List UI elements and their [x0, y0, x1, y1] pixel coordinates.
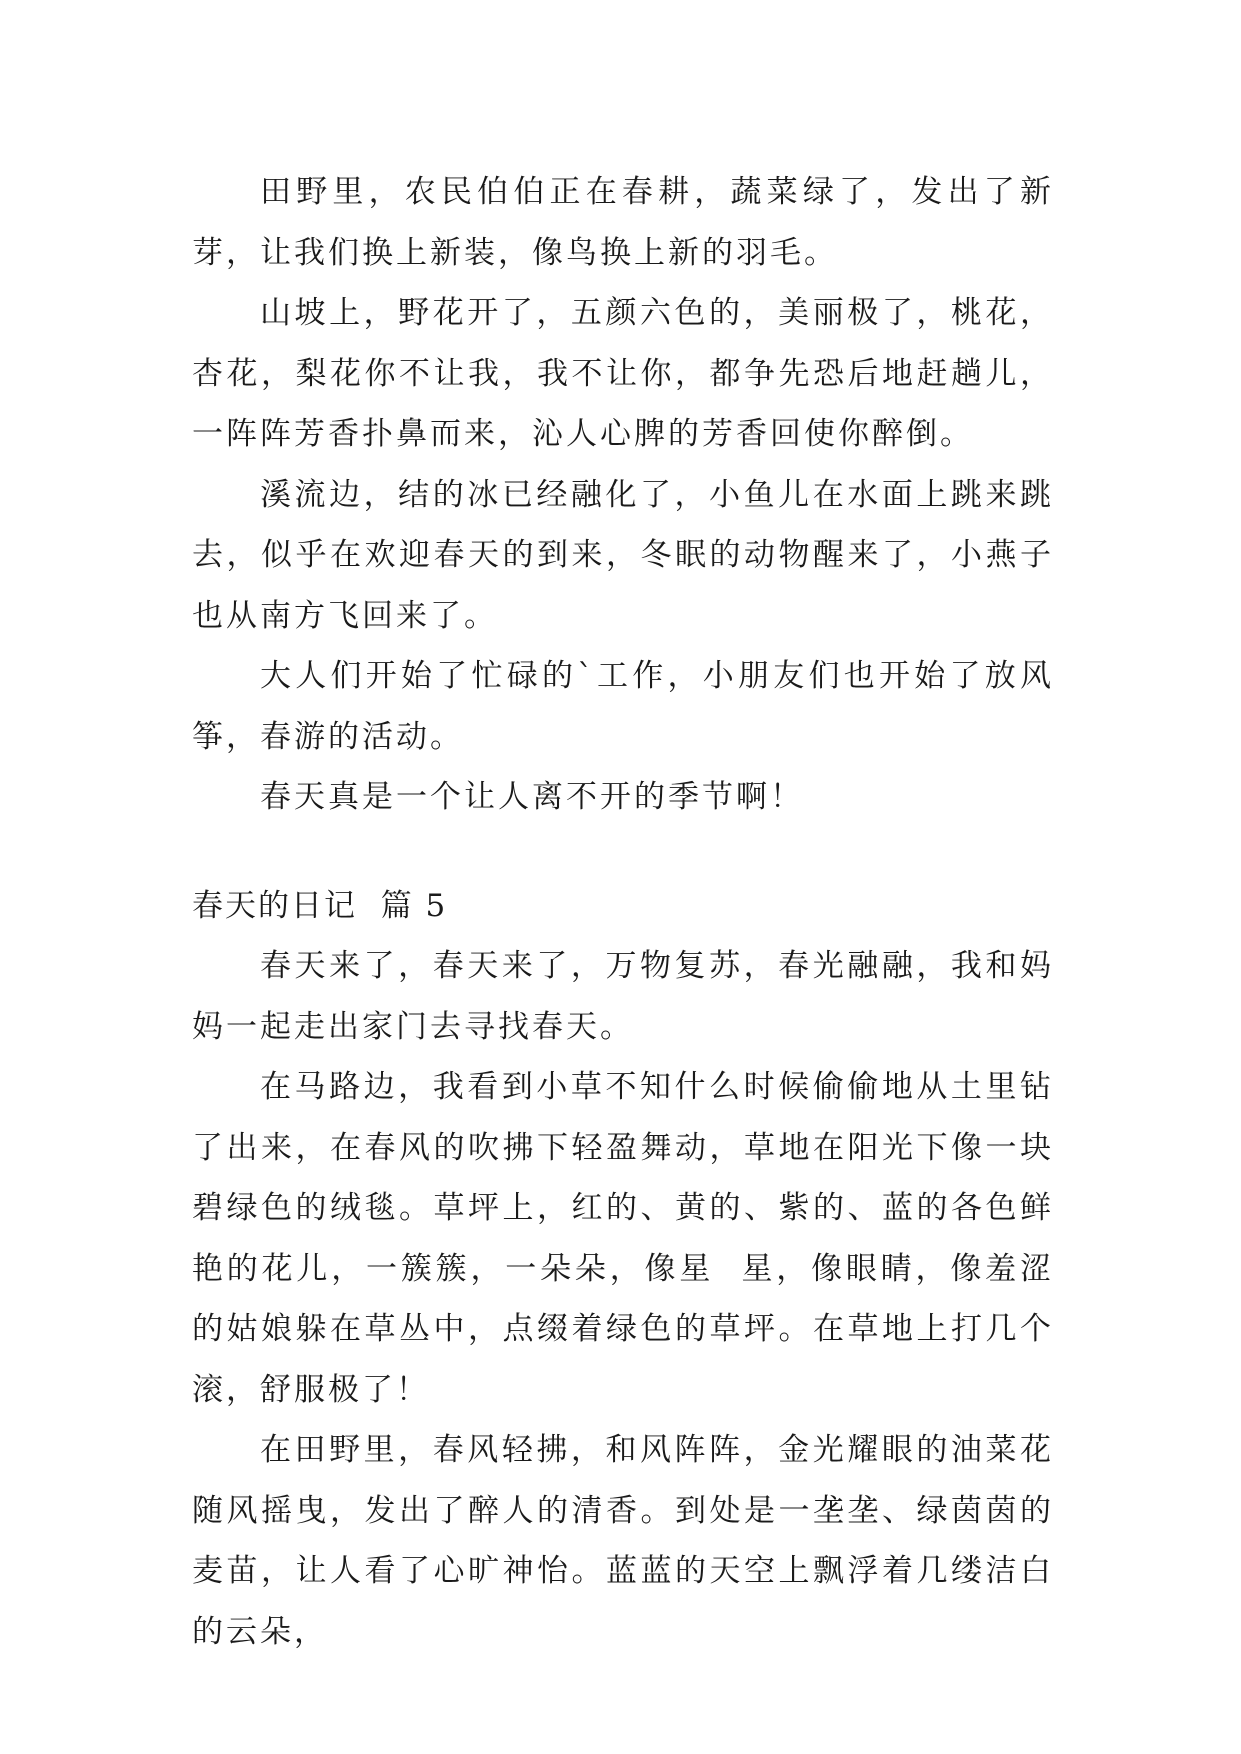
paragraph-stream: 溪流边，结的冰已经融化了，小鱼儿在水面上跳来跳去，似乎在欢迎春天的到来，冬眠的动物醒来了，小燕子也从南方飞回来了。	[192, 476, 1054, 634]
section-heading: 春天的日记 篇 5	[192, 887, 448, 924]
paragraph-roadside: 在马路边，我看到小草不知什么时候偷偷地从土里钻了出来，在春风的吹拂下轻盈舞动，草地在阳光下像一块碧绿色的绒毯。草坪上，红的、黄的、紫的、蓝的各色鲜艳的花儿，一簇簇，一朵朵，像星 星，像眼睛，像羞涩的姑娘躲在草丛中，点缀着绿色的草坪。在草地上打几个滚，舒服极了！	[192, 1069, 1054, 1408]
paragraph-conclusion: 春天真是一个让人离不开的季节啊！	[260, 779, 804, 815]
document-body	[192, 162, 1054, 1662]
paragraph-activities: 大人们开始了忙碌的`工作，小朋友们也开始了放风筝，春游的活动。	[192, 658, 1054, 755]
paragraph-hillside: 山坡上，野花开了，五颜六色的，美丽极了，桃花，杏花，梨花你不让我，我不让你，都争先恐后地赶趟儿，一阵阵芳香扑鼻而来，沁人心脾的芳香回使你醉倒。	[192, 295, 1054, 452]
paragraph-fields: 田野里，农民伯伯正在春耕，蔬菜绿了，发出了新芽，让我们换上新装，像鸟换上新的羽毛。	[192, 174, 1054, 271]
paragraph-field: 在田野里，春风轻拂，和风阵阵，金光耀眼的油菜花随风摇曳，发出了醉人的清香。到处是一垄垄、绿茵茵的麦苗，让人看了心旷神怡。蓝蓝的天空上飘浮着几缕洁白的云朵，	[192, 1432, 1054, 1650]
paragraph-spring-arrives: 春天来了，春天来了，万物复苏，春光融融，我和妈妈一起走出家门去寻找春天。	[192, 948, 1054, 1045]
